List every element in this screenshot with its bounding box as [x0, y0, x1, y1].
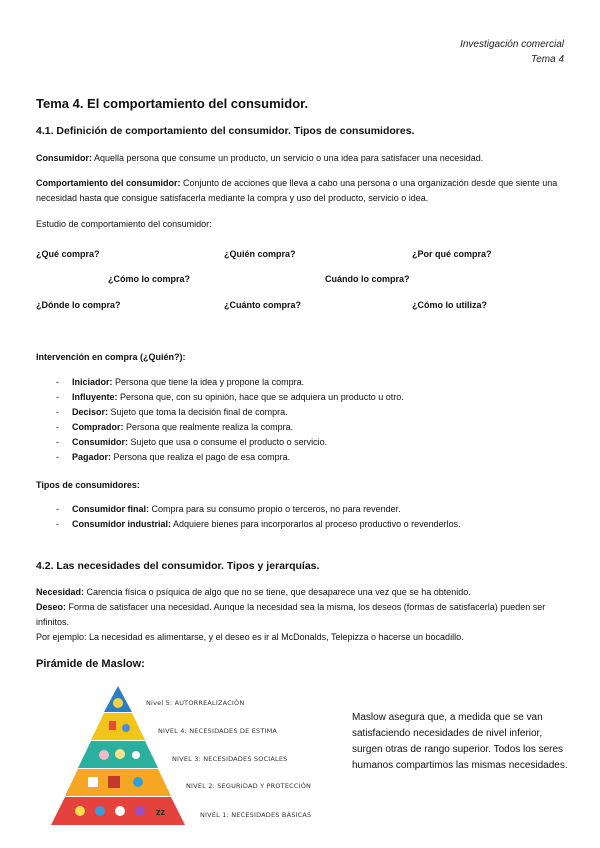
level-4-tier: [91, 713, 145, 740]
food-icon: [75, 806, 85, 816]
necesidad-desc: Carencia física o psíquica de algo que no se tiene, que desaparece una vez que se ha obtenido.: [86, 587, 471, 597]
tipos-title: Tipos de consumidores:: [36, 480, 140, 490]
roles-list: [56, 375, 404, 465]
consumidor-desc: Aquella persona que consume un producto, un servicio o una idea para satisfacer una necesidad.: [94, 153, 484, 163]
role-term: Iniciador:: [72, 377, 113, 387]
header-subject: Investigación comercial: [460, 39, 564, 50]
lock-icon: [133, 777, 143, 787]
role-term: Decisor:: [72, 407, 109, 417]
question-cuando: Cuándo lo compra?: [325, 274, 410, 284]
role-term: Influyente:: [72, 392, 118, 402]
grapes-icon: [135, 806, 145, 816]
role-desc: Sujeto que usa o consume el producto o servicio.: [130, 437, 328, 447]
consumidor-term: Consumidor:: [36, 153, 92, 163]
tipo-desc: Adquiere bienes para incorporarlos al proceso productivo o revenderlos.: [173, 519, 461, 529]
role-desc: Persona que, con su opinión, hace que se adquiera un producto u otro.: [120, 392, 404, 402]
plate-icon: [115, 806, 125, 816]
section-1-title: 4.1. Definición de comportamiento del consumidor. Tipos de consumidores.: [36, 125, 415, 137]
comportamiento-desc: Conjunto de acciones que lleva a cabo una persona o una organización desde que siente una necesidad hasta que consigue satisfacerla mediante la compra y uso del producto, servicio o idea.: [36, 178, 558, 203]
tipo-term: Consumidor industrial:: [72, 519, 171, 529]
heart-icon: [99, 750, 109, 760]
list-item: [56, 420, 404, 435]
page-title: Tema 4. El comportamiento del consumidor.: [36, 96, 309, 111]
role-desc: Persona que realiza el pago de esa compra.: [113, 452, 291, 462]
water-icon: [95, 806, 105, 816]
maslow-title: Pirámide de Maslow:: [36, 658, 145, 670]
medal-icon: [109, 721, 116, 730]
role-desc: Persona que realmente realiza la compra.: [126, 422, 294, 432]
sleep-icon: zz: [156, 807, 165, 817]
role-term: Pagador:: [72, 452, 112, 462]
people-icon: [115, 749, 125, 759]
necesidad-term: Necesidad:: [36, 587, 85, 597]
list-item: [56, 390, 404, 405]
level-2-label: NIVEL 2: SEGURIDAD Y PROTECCIÓN: [186, 782, 312, 790]
tipo-term: Consumidor final:: [72, 504, 149, 514]
level-4-label: NIVEL 4: NECESIDADES DE ESTIMA: [158, 727, 278, 735]
question-quien: ¿Quién compra?: [224, 249, 296, 259]
shield-icon: [88, 777, 98, 787]
deseo-desc: Forma de satisfacer una necesidad. Aunque la necesidad sea la misma, los deseos (formas de satisfacerla) pueden ser infinitos.: [36, 602, 546, 627]
role-term: Comprador:: [72, 422, 124, 432]
trophy-icon: [113, 698, 123, 708]
maslow-pyramid: [36, 684, 326, 829]
star-icon: [122, 724, 130, 732]
maslow-description: Maslow asegura que, a medida que se van satisfaciendo necesidades de nivel inferior, surgen otras de rango superior. Todos los seres humanos compartimos las mismas necesidades.: [352, 712, 568, 771]
list-item: [56, 405, 404, 420]
section-2-title: 4.2. Las necesidades del consumidor. Tipos y jerarquías.: [36, 560, 320, 572]
list-item: [56, 517, 461, 532]
tipo-desc: Compra para su consumo propio o terceros, no para revender.: [151, 504, 401, 514]
ejemplo-text: Por ejemplo: La necesidad es alimentarse, y el deseo es ir al McDonalds, Telepizza o hacerse un bocadillo.: [36, 632, 464, 642]
question-como-utiliza: ¿Cómo lo utiliza?: [412, 300, 487, 310]
tipos-list: [56, 502, 461, 532]
question-por-que: ¿Por qué compra?: [412, 249, 492, 259]
question-que: ¿Qué compra?: [36, 249, 100, 259]
deseo-definition: [36, 600, 566, 629]
question-donde: ¿Dónde lo compra?: [36, 300, 121, 310]
list-item: [56, 450, 404, 465]
question-cuanto: ¿Cuánto compra?: [224, 300, 302, 310]
necesidad-definition: [36, 585, 566, 600]
page-header: [460, 37, 564, 67]
list-item: [56, 502, 461, 517]
level-1-label: NIVEL 1: NECESIDADES BÁSICAS: [200, 811, 312, 819]
role-term: Consumidor:: [72, 437, 128, 447]
chat-icon: [132, 751, 140, 759]
consumidor-definition: [36, 151, 566, 166]
header-topic: Tema 4: [531, 54, 564, 65]
intervencion-title: Intervención en compra (¿Quién?):: [36, 352, 186, 362]
level-5-label: Nivel 5: AUTORREALIZACIÓN: [146, 699, 245, 707]
role-desc: Sujeto que toma la decisión final de compra.: [110, 407, 288, 417]
comportamiento-term: Comportamiento del consumidor:: [36, 178, 181, 188]
list-item: [56, 375, 404, 390]
comportamiento-definition: [36, 176, 566, 205]
list-item: [56, 435, 404, 450]
estudio-label: Estudio de comportamiento del consumidor:: [36, 219, 212, 229]
level-3-label: NIVEL 3: NECESIDADES SOCIALES: [172, 755, 288, 763]
house-icon: [108, 776, 120, 788]
role-desc: Persona que tiene la idea y propone la compra.: [115, 377, 305, 387]
deseo-term: Deseo:: [36, 602, 67, 612]
question-como: ¿Cómo lo compra?: [108, 274, 191, 284]
